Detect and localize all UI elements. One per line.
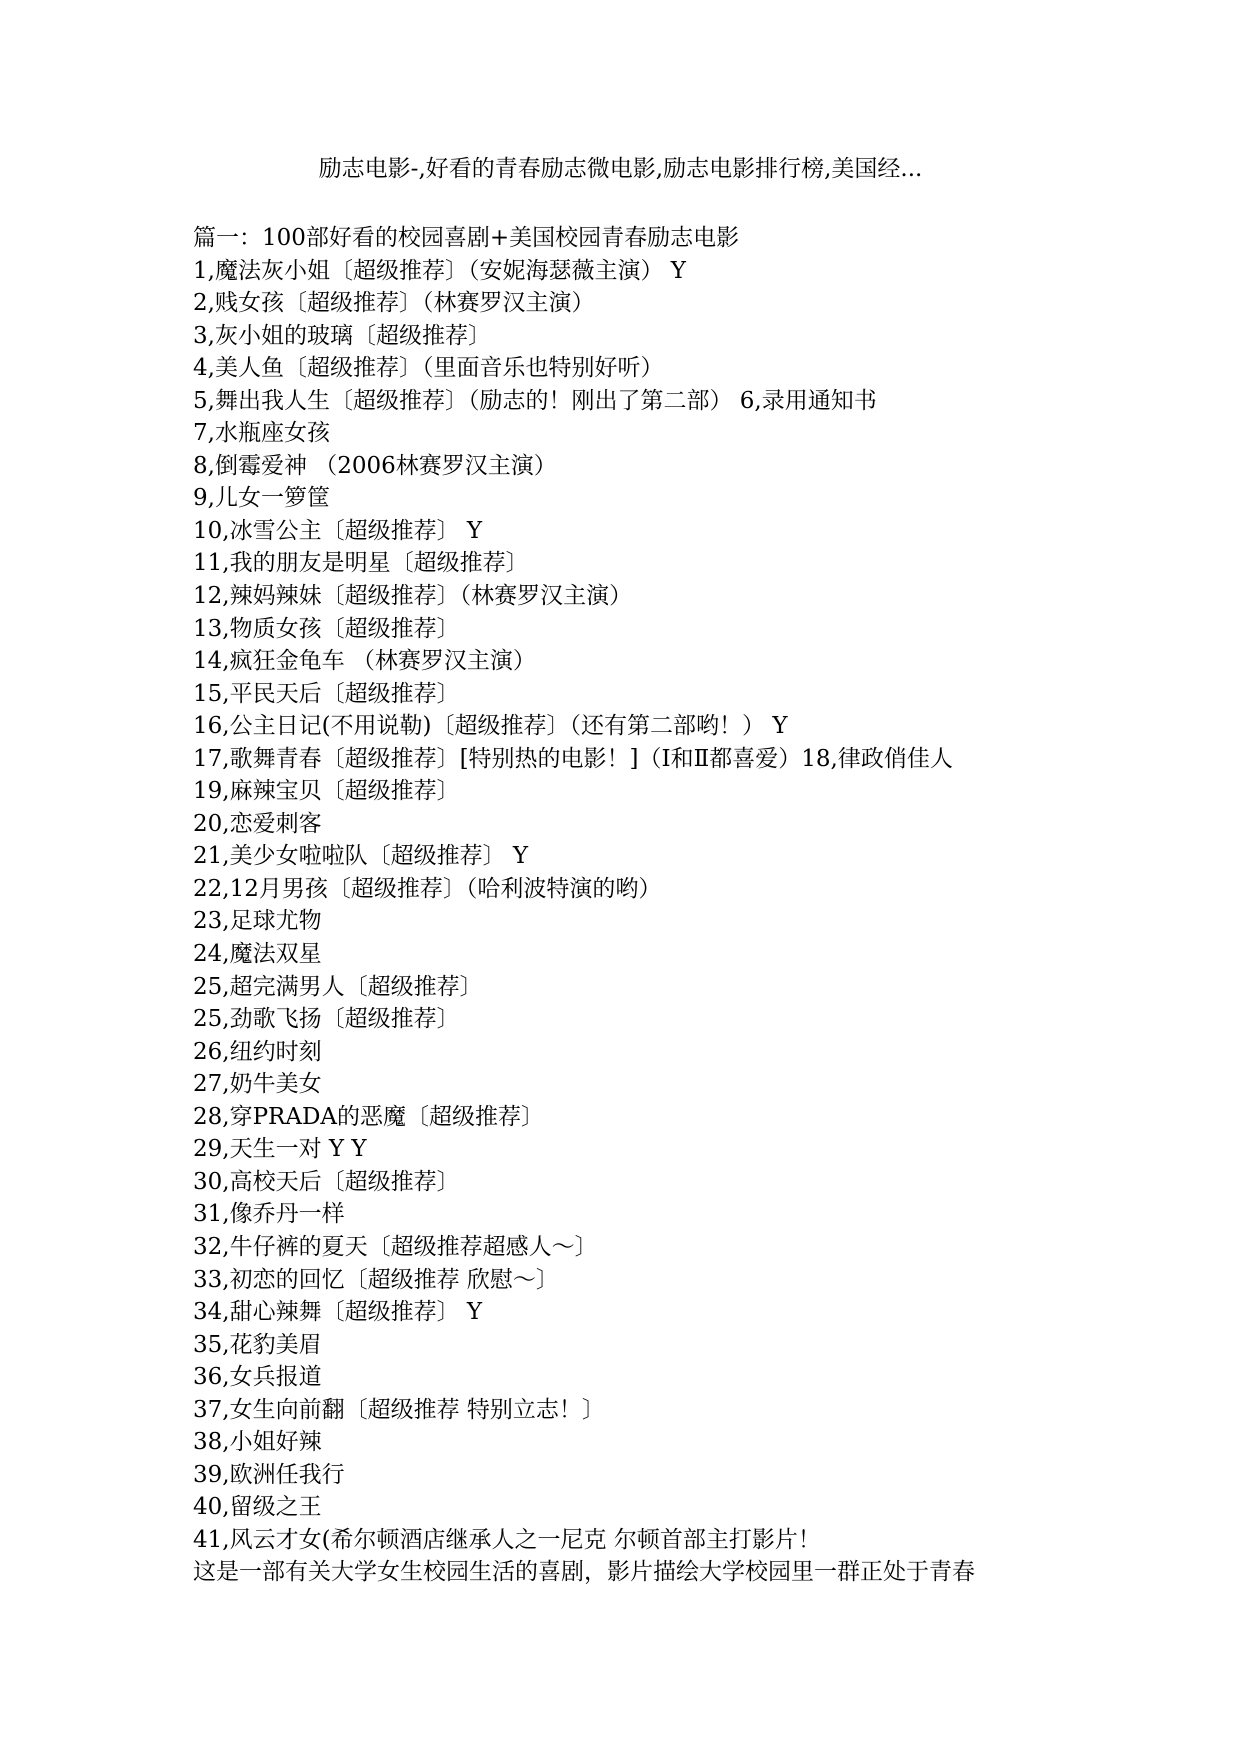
text-line: 26,纽约时刻	[193, 1038, 322, 1065]
text-line: 16,公主日记(不用说勒)〔超级推荐〕（还有第二部哟！） Y	[193, 713, 788, 740]
text-line: 25,劲歌飞扬〔超级推荐〕	[193, 1006, 460, 1033]
text-line: 30,高校天后〔超级推荐〕	[193, 1168, 460, 1195]
text-line: 10,冰雪公主〔超级推荐〕 Y	[193, 517, 483, 544]
text-line: 40,留级之王	[193, 1494, 322, 1521]
text-line: 24,魔法双星	[193, 941, 322, 968]
text-line: 5,舞出我人生〔超级推荐〕（励志的！刚出了第二部） 6,录用通知书	[193, 387, 877, 414]
text-line: 12,辣妈辣妹〔超级推荐〕（林赛罗汉主演）	[193, 583, 633, 610]
text-line: 39,欧洲任我行	[193, 1461, 345, 1488]
text-line: 22,12月男孩〔超级推荐〕（哈利波特演的哟）	[193, 875, 662, 902]
text-line: 8,倒霉爱神 （2006林赛罗汉主演）	[193, 452, 557, 479]
text-line: 15,平民天后〔超级推荐〕	[193, 680, 460, 707]
text-line: 34,甜心辣舞〔超级推荐〕 Y	[193, 1299, 483, 1326]
text-line: 1,魔法灰小姐〔超级推荐〕（安妮海瑟薇主演） Y	[193, 257, 686, 284]
text-line: 25,超完满男人〔超级推荐〕	[193, 973, 483, 1000]
text-line: 35,花豹美眉	[193, 1331, 322, 1358]
text-line: 这是一部有关大学女生校园生活的喜剧，影片描绘大学校园里一群正处于青春	[193, 1559, 975, 1586]
text-line: 19,麻辣宝贝〔超级推荐〕	[193, 778, 460, 805]
text-line: 28,穿PRADA的恶魔〔超级推荐〕	[193, 1103, 545, 1130]
text-line: 36,女兵报道	[193, 1364, 322, 1391]
document-body	[193, 222, 1193, 1589]
text-line: 32,牛仔裤的夏天〔超级推荐超感人～〕	[193, 1233, 598, 1260]
text-line: 篇一：100部好看的校园喜剧+美国校园青春励志电影	[193, 225, 740, 251]
text-line: 2,贱女孩〔超级推荐〕（林赛罗汉主演）	[193, 290, 595, 317]
document-title: 励志电影-,好看的青春励志微电影,励志电影排行榜,美国经...	[318, 156, 923, 182]
text-line: 17,歌舞青春〔超级推荐〕[特别热的电影！]（Ⅰ和Ⅱ都喜爱）18,律政俏佳人	[193, 745, 953, 772]
text-line: 14,疯狂金龟车 （林赛罗汉主演）	[193, 648, 536, 675]
text-line: 20,恋爱刺客	[193, 810, 322, 837]
text-line: 29,天生一对 Y Y	[193, 1136, 367, 1163]
text-line: 4,美人鱼〔超级推荐〕（里面音乐也特别好听）	[193, 355, 664, 382]
text-line: 27,奶牛美女	[193, 1071, 322, 1098]
text-line: 33,初恋的回忆〔超级推荐 欣慰～〕	[193, 1266, 559, 1293]
text-line: 7,水瓶座女孩	[193, 420, 330, 447]
text-line: 21,美少女啦啦队〔超级推荐〕 Y	[193, 843, 529, 870]
text-line: 31,像乔丹一样	[193, 1201, 345, 1228]
text-line: 11,我的朋友是明星〔超级推荐〕	[193, 550, 529, 577]
text-line: 23,足球尤物	[193, 908, 322, 935]
text-line: 37,女生向前翻〔超级推荐 特别立志！〕	[193, 1396, 605, 1423]
text-line: 3,灰小姐的玻璃〔超级推荐〕	[193, 322, 491, 349]
text-line: 9,儿女一箩筐	[193, 485, 330, 512]
text-line: 41,风云才女(希尔顿酒店继承人之一尼克 尔顿首部主打影片！	[193, 1526, 821, 1553]
text-line: 13,物质女孩〔超级推荐〕	[193, 615, 460, 642]
text-line: 38,小姐好辣	[193, 1429, 322, 1456]
